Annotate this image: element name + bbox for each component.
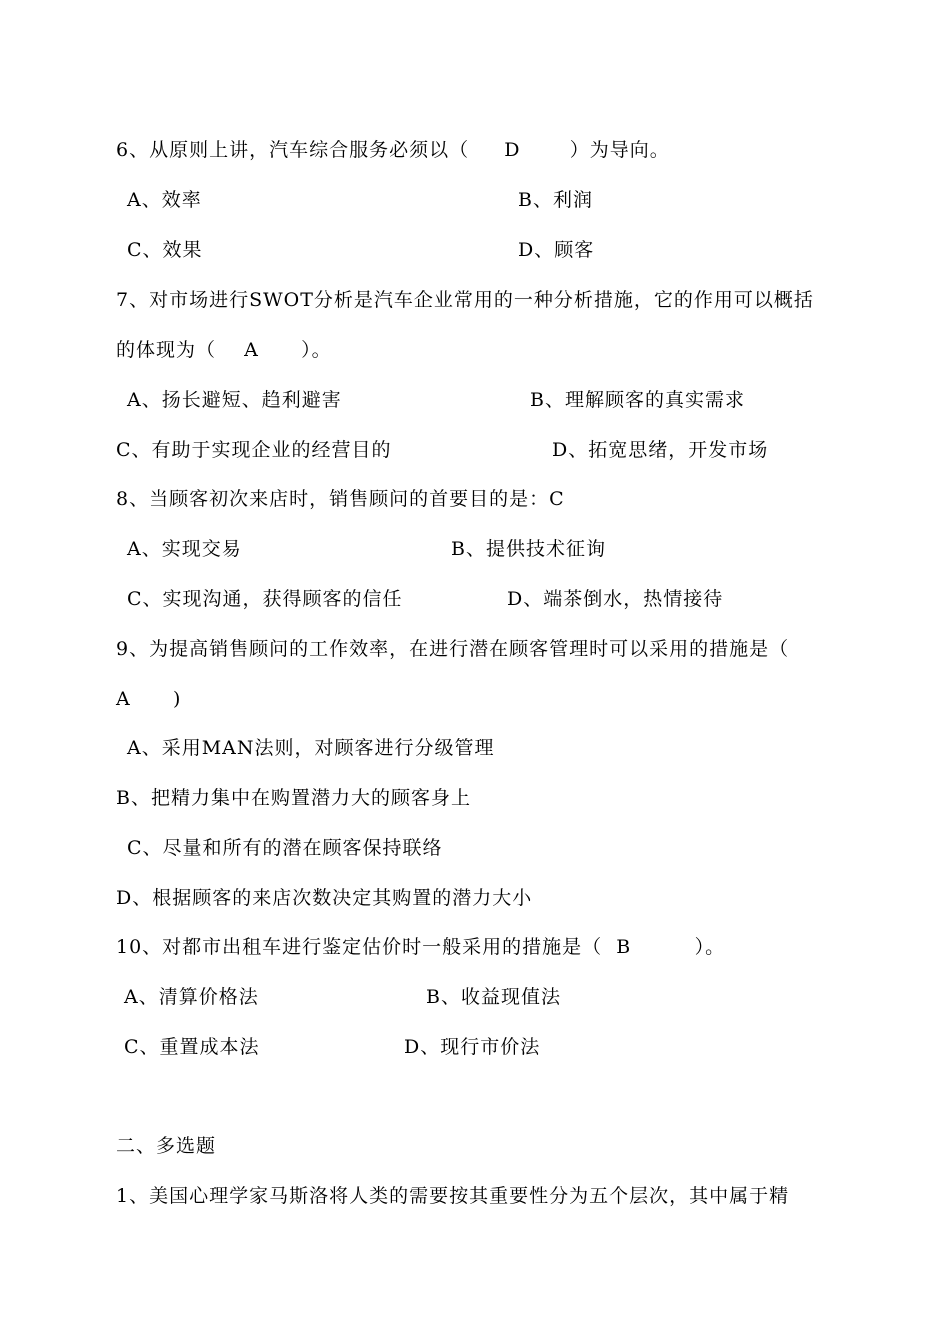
q7-option-b: B、理解顾客的真实需求 bbox=[530, 389, 745, 411]
question-9-answer: A ) bbox=[116, 688, 182, 710]
question-10: 10、对都市出租车进行鉴定估价时一般采用的措施是（ B ）。 bbox=[116, 936, 726, 958]
q10-option-c: C、重置成本法 bbox=[124, 1036, 260, 1058]
q7-option-d: D、拓宽思绪，开发市场 bbox=[552, 439, 769, 461]
q9-option-d: D、根据顾客的来店次数决定其购置的潜力大小 bbox=[116, 887, 533, 909]
q10-option-b: B、收益现值法 bbox=[426, 986, 561, 1008]
multi-question-1: 1、美国心理学家马斯洛将人类的需要按其重要性分为五个层次，其中属于精 bbox=[116, 1185, 790, 1207]
q10-option-a: A、清算价格法 bbox=[124, 986, 259, 1008]
q8-option-b: B、提供技术征询 bbox=[451, 538, 606, 560]
q10-option-d: D、现行市价法 bbox=[404, 1036, 541, 1058]
q6-option-c: C、效果 bbox=[127, 239, 203, 261]
question-8: 8、当顾客初次来店时，销售顾问的首要目的是：C bbox=[116, 488, 565, 510]
question-9: 9、为提高销售顾问的工作效率，在进行潜在顾客管理时可以采用的措施是（ bbox=[116, 638, 790, 660]
q6-option-b: B、利润 bbox=[518, 189, 593, 211]
q7-option-a: A、扬长避短、趋利避害 bbox=[127, 389, 342, 411]
question-6: 6、从原则上讲，汽车综合服务必须以（ D ）为导向。 bbox=[116, 139, 670, 161]
q6-option-a: A、效率 bbox=[127, 189, 202, 211]
q9-option-c: C、尽量和所有的潜在顾客保持联络 bbox=[127, 837, 443, 859]
q7-option-c: C、有助于实现企业的经营目的 bbox=[116, 439, 392, 461]
q6-option-d: D、顾客 bbox=[518, 239, 595, 261]
q8-option-c: C、实现沟通，获得顾客的信任 bbox=[127, 588, 403, 610]
q9-option-b: B、把精力集中在购置潜力大的顾客身上 bbox=[116, 787, 471, 809]
q9-option-a: A、采用MAN法则，对顾客进行分级管理 bbox=[127, 737, 495, 759]
section-heading-multiple-choice: 二、多选题 bbox=[116, 1135, 217, 1157]
q8-option-a: A、实现交易 bbox=[127, 538, 242, 560]
question-7: 7、对市场进行SWOT分析是汽车企业常用的一种分析措施，它的作用可以概括 bbox=[116, 289, 814, 311]
question-7-continued: 的体现为（ A ）。 bbox=[116, 339, 332, 361]
q8-option-d: D、端茶倒水，热情接待 bbox=[507, 588, 724, 610]
